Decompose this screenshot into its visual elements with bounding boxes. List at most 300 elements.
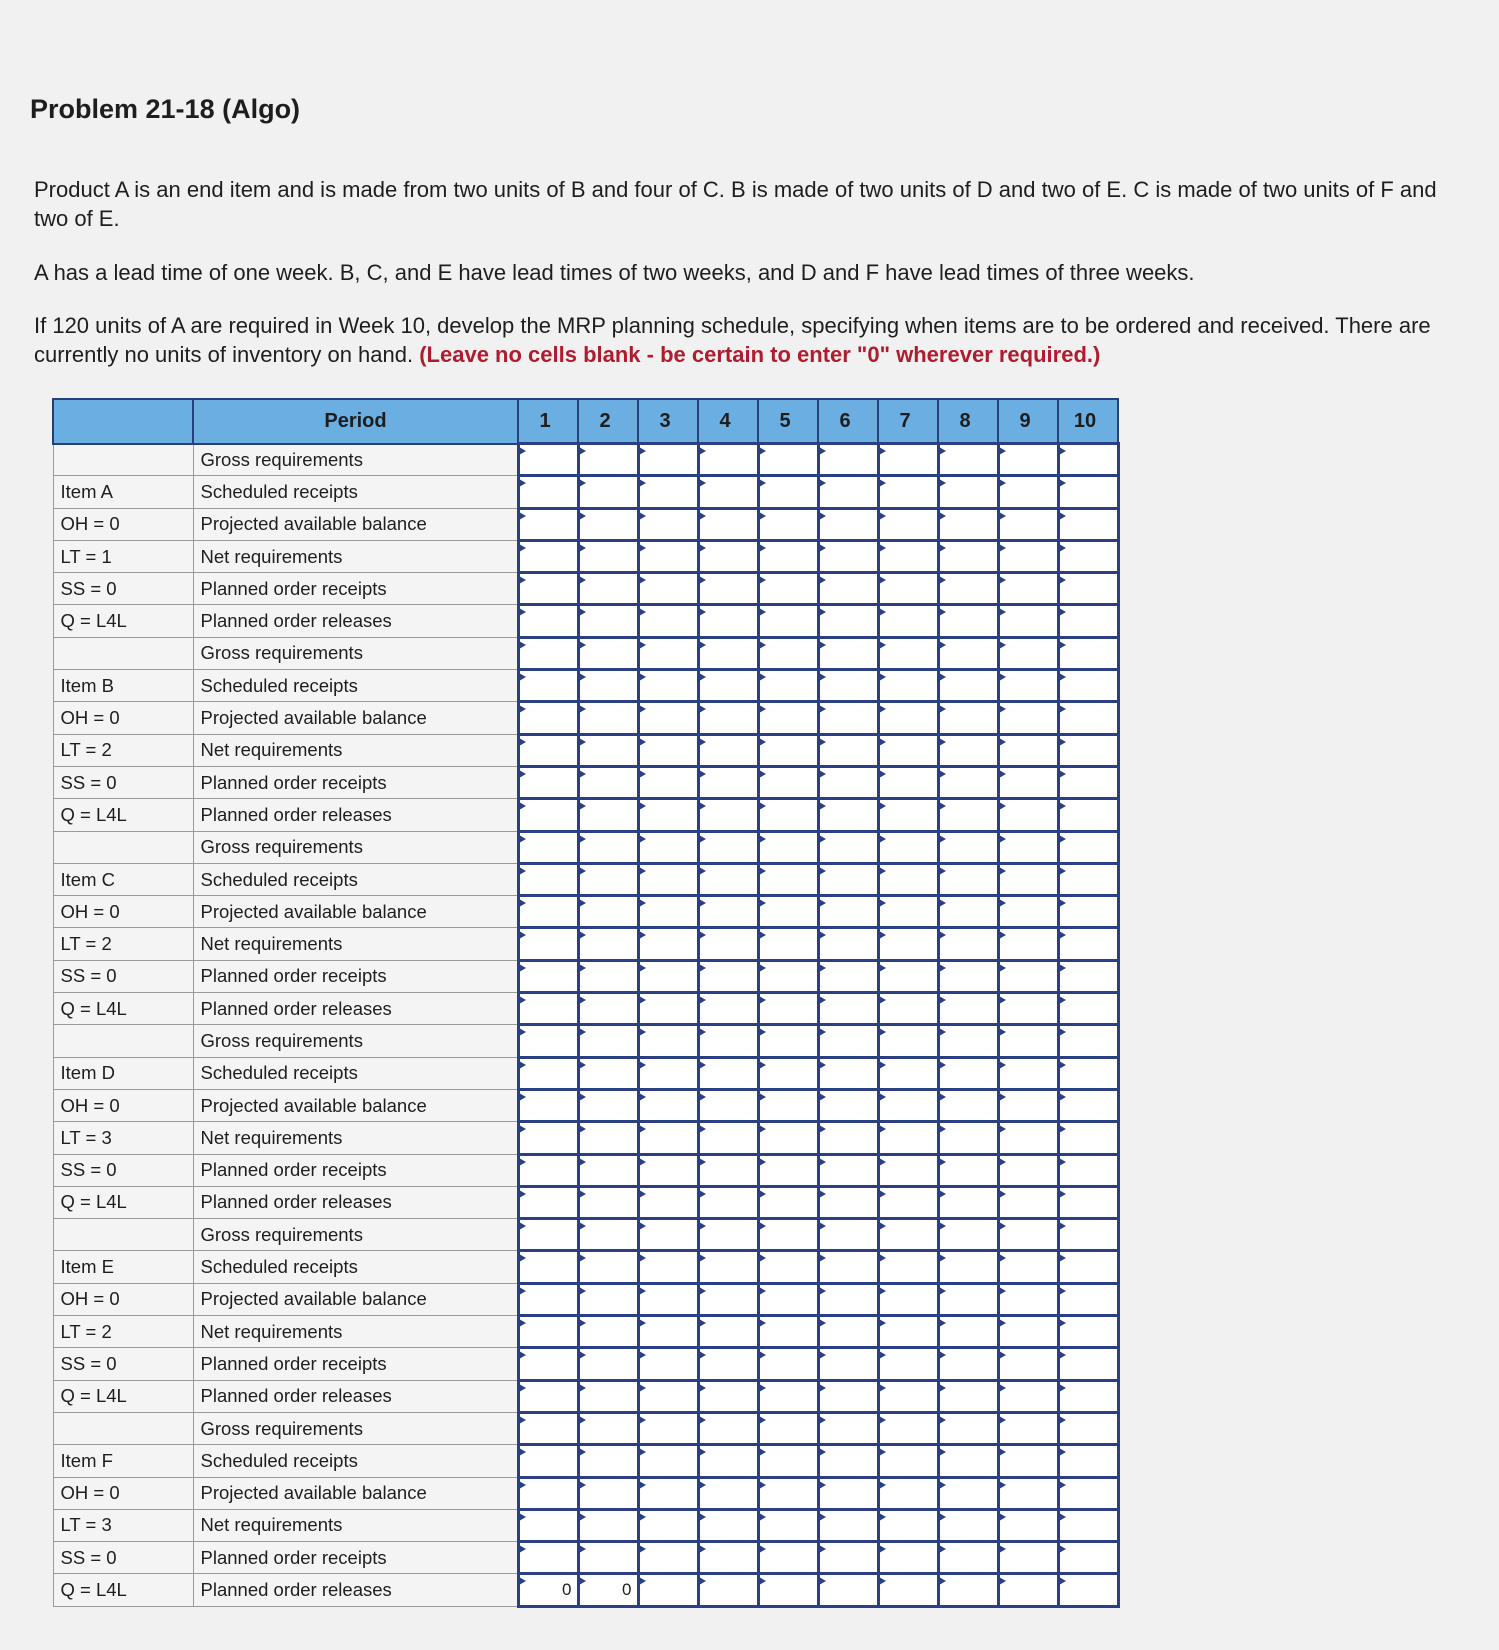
- item-b-row-2-period-1-input[interactable]: [520, 671, 577, 700]
- item-f-row-3-period-5-input[interactable]: [760, 1479, 817, 1508]
- item-f-row-4-period-2-input[interactable]: [580, 1511, 637, 1540]
- item-a-row-4-period-9-input[interactable]: [1000, 542, 1057, 571]
- item-b-row-6-period-3-input[interactable]: [640, 800, 697, 829]
- item-f-row-2-period-8-input[interactable]: [940, 1446, 997, 1475]
- item-e-row-3-period-9-input[interactable]: [1000, 1285, 1057, 1314]
- item-f-row-6-period-5-input[interactable]: [760, 1575, 817, 1605]
- item-a-row-2-period-10-input[interactable]: [1060, 477, 1117, 506]
- item-d-row-1-period-7-input[interactable]: [880, 1026, 937, 1055]
- item-c-row-2-period-10-input[interactable]: [1060, 865, 1117, 894]
- item-e-row-6-period-5-input[interactable]: [760, 1382, 817, 1411]
- item-d-row-4-period-10-input[interactable]: [1060, 1123, 1117, 1152]
- item-d-row-4-period-8-input[interactable]: [940, 1123, 997, 1152]
- item-a-row-4-period-7-input[interactable]: [880, 542, 937, 571]
- item-c-row-2-period-1-input[interactable]: [520, 865, 577, 894]
- item-e-row-1-period-3-input[interactable]: [640, 1220, 697, 1249]
- item-f-row-1-period-7-input[interactable]: [880, 1414, 937, 1443]
- item-b-row-1-period-1-input[interactable]: [520, 639, 577, 668]
- item-b-row-4-period-10-input[interactable]: [1060, 736, 1117, 765]
- item-d-row-1-period-5-input[interactable]: [760, 1026, 817, 1055]
- item-c-row-2-period-9-input[interactable]: [1000, 865, 1057, 894]
- item-c-row-1-period-7-input[interactable]: [880, 833, 937, 862]
- item-b-row-1-period-9-input[interactable]: [1000, 639, 1057, 668]
- item-f-row-1-period-3-input[interactable]: [640, 1414, 697, 1443]
- item-e-row-5-period-2-input[interactable]: [580, 1349, 637, 1378]
- item-d-row-2-period-5-input[interactable]: [760, 1059, 817, 1088]
- item-d-row-6-period-5-input[interactable]: [760, 1188, 817, 1217]
- item-e-row-3-period-5-input[interactable]: [760, 1285, 817, 1314]
- item-e-row-5-period-7-input[interactable]: [880, 1349, 937, 1378]
- item-d-row-2-period-10-input[interactable]: [1060, 1059, 1117, 1088]
- item-f-row-4-period-9-input[interactable]: [1000, 1511, 1057, 1540]
- item-d-row-1-period-10-input[interactable]: [1060, 1026, 1117, 1055]
- item-e-row-3-period-3-input[interactable]: [640, 1285, 697, 1314]
- item-d-row-3-period-4-input[interactable]: [700, 1091, 757, 1120]
- item-e-row-5-period-5-input[interactable]: [760, 1349, 817, 1378]
- item-b-row-6-period-1-input[interactable]: [520, 800, 577, 829]
- item-e-row-1-period-7-input[interactable]: [880, 1220, 937, 1249]
- item-c-row-5-period-7-input[interactable]: [880, 962, 937, 991]
- item-d-row-2-period-3-input[interactable]: [640, 1059, 697, 1088]
- item-d-row-6-period-3-input[interactable]: [640, 1188, 697, 1217]
- item-e-row-3-period-6-input[interactable]: [820, 1285, 877, 1314]
- item-b-row-6-period-6-input[interactable]: [820, 800, 877, 829]
- item-a-row-1-period-9-input[interactable]: [1000, 445, 1057, 474]
- item-b-row-2-period-9-input[interactable]: [1000, 671, 1057, 700]
- item-e-row-3-period-4-input[interactable]: [700, 1285, 757, 1314]
- item-c-row-6-period-5-input[interactable]: [760, 994, 817, 1023]
- item-f-row-3-period-3-input[interactable]: [640, 1479, 697, 1508]
- item-c-row-2-period-5-input[interactable]: [760, 865, 817, 894]
- item-c-row-6-period-10-input[interactable]: [1060, 994, 1117, 1023]
- item-c-row-4-period-10-input[interactable]: [1060, 929, 1117, 958]
- item-d-row-2-period-9-input[interactable]: [1000, 1059, 1057, 1088]
- item-e-row-5-period-6-input[interactable]: [820, 1349, 877, 1378]
- item-c-row-5-period-8-input[interactable]: [940, 962, 997, 991]
- item-a-row-5-period-7-input[interactable]: [880, 574, 937, 603]
- item-c-row-4-period-6-input[interactable]: [820, 929, 877, 958]
- item-d-row-5-period-6-input[interactable]: [820, 1156, 877, 1185]
- item-f-row-2-period-9-input[interactable]: [1000, 1446, 1057, 1475]
- item-b-row-6-period-5-input[interactable]: [760, 800, 817, 829]
- item-f-row-4-period-10-input[interactable]: [1060, 1511, 1117, 1540]
- item-f-row-6-period-4-input[interactable]: [700, 1575, 757, 1605]
- item-b-row-2-period-8-input[interactable]: [940, 671, 997, 700]
- item-f-row-2-period-10-input[interactable]: [1060, 1446, 1117, 1475]
- item-c-row-1-period-10-input[interactable]: [1060, 833, 1117, 862]
- item-f-row-1-period-2-input[interactable]: [580, 1414, 637, 1443]
- item-c-row-3-period-8-input[interactable]: [940, 897, 997, 926]
- item-d-row-4-period-4-input[interactable]: [700, 1123, 757, 1152]
- item-c-row-1-period-9-input[interactable]: [1000, 833, 1057, 862]
- item-c-row-2-period-3-input[interactable]: [640, 865, 697, 894]
- item-e-row-5-period-9-input[interactable]: [1000, 1349, 1057, 1378]
- item-e-row-3-period-8-input[interactable]: [940, 1285, 997, 1314]
- item-a-row-6-period-8-input[interactable]: [940, 606, 997, 635]
- item-f-row-4-period-6-input[interactable]: [820, 1511, 877, 1540]
- item-b-row-3-period-1-input[interactable]: [520, 703, 577, 732]
- item-e-row-2-period-7-input[interactable]: [880, 1252, 937, 1281]
- item-e-row-4-period-5-input[interactable]: [760, 1317, 817, 1346]
- item-b-row-2-period-6-input[interactable]: [820, 671, 877, 700]
- item-d-row-6-period-10-input[interactable]: [1060, 1188, 1117, 1217]
- item-d-row-2-period-6-input[interactable]: [820, 1059, 877, 1088]
- item-b-row-5-period-8-input[interactable]: [940, 768, 997, 797]
- item-f-row-1-period-4-input[interactable]: [700, 1414, 757, 1443]
- item-e-row-6-period-4-input[interactable]: [700, 1382, 757, 1411]
- item-e-row-6-period-9-input[interactable]: [1000, 1382, 1057, 1411]
- item-d-row-3-period-8-input[interactable]: [940, 1091, 997, 1120]
- item-e-row-2-period-5-input[interactable]: [760, 1252, 817, 1281]
- item-e-row-4-period-7-input[interactable]: [880, 1317, 937, 1346]
- item-a-row-2-period-6-input[interactable]: [820, 477, 877, 506]
- item-a-row-5-period-5-input[interactable]: [760, 574, 817, 603]
- item-b-row-5-period-5-input[interactable]: [760, 768, 817, 797]
- item-c-row-1-period-1-input[interactable]: [520, 833, 577, 862]
- item-c-row-4-period-2-input[interactable]: [580, 929, 637, 958]
- item-c-row-6-period-2-input[interactable]: [580, 994, 637, 1023]
- item-a-row-3-period-3-input[interactable]: [640, 510, 697, 539]
- item-c-row-2-period-2-input[interactable]: [580, 865, 637, 894]
- item-e-row-6-period-8-input[interactable]: [940, 1382, 997, 1411]
- item-c-row-3-period-6-input[interactable]: [820, 897, 877, 926]
- item-f-row-5-period-2-input[interactable]: [580, 1543, 637, 1572]
- item-d-row-1-period-6-input[interactable]: [820, 1026, 877, 1055]
- item-b-row-6-period-10-input[interactable]: [1060, 800, 1117, 829]
- item-e-row-6-period-2-input[interactable]: [580, 1382, 637, 1411]
- item-c-row-2-period-8-input[interactable]: [940, 865, 997, 894]
- item-d-row-5-period-8-input[interactable]: [940, 1156, 997, 1185]
- item-f-row-5-period-10-input[interactable]: [1060, 1543, 1117, 1572]
- item-a-row-1-period-4-input[interactable]: [700, 445, 757, 474]
- item-f-row-4-period-4-input[interactable]: [700, 1511, 757, 1540]
- item-a-row-1-period-5-input[interactable]: [760, 445, 817, 474]
- item-e-row-5-period-8-input[interactable]: [940, 1349, 997, 1378]
- item-a-row-1-period-6-input[interactable]: [820, 445, 877, 474]
- item-a-row-1-period-7-input[interactable]: [880, 445, 937, 474]
- item-a-row-1-period-2-input[interactable]: [580, 445, 637, 474]
- item-b-row-2-period-7-input[interactable]: [880, 671, 937, 700]
- item-f-row-1-period-10-input[interactable]: [1060, 1414, 1117, 1443]
- item-e-row-6-period-7-input[interactable]: [880, 1382, 937, 1411]
- item-e-row-1-period-8-input[interactable]: [940, 1220, 997, 1249]
- item-f-row-3-period-2-input[interactable]: [580, 1479, 637, 1508]
- item-e-row-3-period-7-input[interactable]: [880, 1285, 937, 1314]
- item-b-row-6-period-2-input[interactable]: [580, 800, 637, 829]
- item-f-row-1-period-5-input[interactable]: [760, 1414, 817, 1443]
- item-c-row-6-period-1-input[interactable]: [520, 994, 577, 1023]
- item-b-row-4-period-3-input[interactable]: [640, 736, 697, 765]
- item-c-row-4-period-1-input[interactable]: [520, 929, 577, 958]
- item-c-row-4-period-3-input[interactable]: [640, 929, 697, 958]
- item-c-row-5-period-5-input[interactable]: [760, 962, 817, 991]
- item-d-row-6-period-9-input[interactable]: [1000, 1188, 1057, 1217]
- item-d-row-4-period-9-input[interactable]: [1000, 1123, 1057, 1152]
- item-b-row-6-period-4-input[interactable]: [700, 800, 757, 829]
- item-d-row-2-period-1-input[interactable]: [520, 1059, 577, 1088]
- item-a-row-1-period-8-input[interactable]: [940, 445, 997, 474]
- item-b-row-2-period-3-input[interactable]: [640, 671, 697, 700]
- item-b-row-4-period-8-input[interactable]: [940, 736, 997, 765]
- item-b-row-4-period-6-input[interactable]: [820, 736, 877, 765]
- item-d-row-3-period-3-input[interactable]: [640, 1091, 697, 1120]
- item-d-row-3-period-9-input[interactable]: [1000, 1091, 1057, 1120]
- item-a-row-2-period-3-input[interactable]: [640, 477, 697, 506]
- item-e-row-4-period-3-input[interactable]: [640, 1317, 697, 1346]
- item-f-row-6-period-6-input[interactable]: [820, 1575, 877, 1605]
- item-d-row-4-period-1-input[interactable]: [520, 1123, 577, 1152]
- item-f-row-5-period-3-input[interactable]: [640, 1543, 697, 1572]
- item-c-row-5-period-1-input[interactable]: [520, 962, 577, 991]
- item-b-row-3-period-7-input[interactable]: [880, 703, 937, 732]
- item-c-row-3-period-5-input[interactable]: [760, 897, 817, 926]
- item-e-row-4-period-10-input[interactable]: [1060, 1317, 1117, 1346]
- item-a-row-4-period-4-input[interactable]: [700, 542, 757, 571]
- item-d-row-1-period-3-input[interactable]: [640, 1026, 697, 1055]
- item-a-row-4-period-1-input[interactable]: [520, 542, 577, 571]
- item-a-row-2-period-4-input[interactable]: [700, 477, 757, 506]
- item-d-row-6-period-2-input[interactable]: [580, 1188, 637, 1217]
- item-d-row-4-period-3-input[interactable]: [640, 1123, 697, 1152]
- item-f-row-1-period-6-input[interactable]: [820, 1414, 877, 1443]
- item-f-row-4-period-8-input[interactable]: [940, 1511, 997, 1540]
- item-e-row-1-period-4-input[interactable]: [700, 1220, 757, 1249]
- item-c-row-5-period-10-input[interactable]: [1060, 962, 1117, 991]
- item-b-row-1-period-3-input[interactable]: [640, 639, 697, 668]
- item-b-row-5-period-3-input[interactable]: [640, 768, 697, 797]
- item-c-row-4-period-8-input[interactable]: [940, 929, 997, 958]
- item-e-row-6-period-10-input[interactable]: [1060, 1382, 1117, 1411]
- item-c-row-3-period-9-input[interactable]: [1000, 897, 1057, 926]
- item-f-row-3-period-10-input[interactable]: [1060, 1479, 1117, 1508]
- item-a-row-2-period-5-input[interactable]: [760, 477, 817, 506]
- item-b-row-4-period-7-input[interactable]: [880, 736, 937, 765]
- item-c-row-2-period-7-input[interactable]: [880, 865, 937, 894]
- item-c-row-3-period-7-input[interactable]: [880, 897, 937, 926]
- item-e-row-6-period-1-input[interactable]: [520, 1382, 577, 1411]
- item-e-row-1-period-9-input[interactable]: [1000, 1220, 1057, 1249]
- item-f-row-1-period-8-input[interactable]: [940, 1414, 997, 1443]
- item-b-row-2-period-4-input[interactable]: [700, 671, 757, 700]
- item-b-row-5-period-7-input[interactable]: [880, 768, 937, 797]
- item-b-row-1-period-4-input[interactable]: [700, 639, 757, 668]
- item-e-row-4-period-2-input[interactable]: [580, 1317, 637, 1346]
- item-d-row-6-period-7-input[interactable]: [880, 1188, 937, 1217]
- item-b-row-5-period-9-input[interactable]: [1000, 768, 1057, 797]
- item-e-row-2-period-2-input[interactable]: [580, 1252, 637, 1281]
- item-d-row-6-period-6-input[interactable]: [820, 1188, 877, 1217]
- item-f-row-2-period-5-input[interactable]: [760, 1446, 817, 1475]
- item-e-row-2-period-3-input[interactable]: [640, 1252, 697, 1281]
- item-b-row-4-period-9-input[interactable]: [1000, 736, 1057, 765]
- item-d-row-6-period-4-input[interactable]: [700, 1188, 757, 1217]
- item-c-row-5-period-3-input[interactable]: [640, 962, 697, 991]
- item-f-row-5-period-9-input[interactable]: [1000, 1543, 1057, 1572]
- item-f-row-4-period-7-input[interactable]: [880, 1511, 937, 1540]
- item-a-row-3-period-5-input[interactable]: [760, 510, 817, 539]
- item-a-row-4-period-10-input[interactable]: [1060, 542, 1117, 571]
- item-b-row-1-period-8-input[interactable]: [940, 639, 997, 668]
- item-e-row-1-period-2-input[interactable]: [580, 1220, 637, 1249]
- item-e-row-2-period-1-input[interactable]: [520, 1252, 577, 1281]
- item-e-row-5-period-1-input[interactable]: [520, 1349, 577, 1378]
- item-a-row-6-period-9-input[interactable]: [1000, 606, 1057, 635]
- item-f-row-3-period-8-input[interactable]: [940, 1479, 997, 1508]
- item-e-row-2-period-9-input[interactable]: [1000, 1252, 1057, 1281]
- item-e-row-1-period-10-input[interactable]: [1060, 1220, 1117, 1249]
- item-c-row-6-period-4-input[interactable]: [700, 994, 757, 1023]
- item-a-row-5-period-6-input[interactable]: [820, 574, 877, 603]
- item-e-row-3-period-10-input[interactable]: [1060, 1285, 1117, 1314]
- item-a-row-3-period-10-input[interactable]: [1060, 510, 1117, 539]
- item-d-row-1-period-8-input[interactable]: [940, 1026, 997, 1055]
- item-e-row-6-period-3-input[interactable]: [640, 1382, 697, 1411]
- item-d-row-5-period-7-input[interactable]: [880, 1156, 937, 1185]
- item-b-row-2-period-2-input[interactable]: [580, 671, 637, 700]
- item-c-row-1-period-3-input[interactable]: [640, 833, 697, 862]
- item-c-row-4-period-4-input[interactable]: [700, 929, 757, 958]
- item-e-row-6-period-6-input[interactable]: [820, 1382, 877, 1411]
- item-a-row-2-period-7-input[interactable]: [880, 477, 937, 506]
- item-e-row-1-period-5-input[interactable]: [760, 1220, 817, 1249]
- item-f-row-2-period-7-input[interactable]: [880, 1446, 937, 1475]
- item-a-row-6-period-5-input[interactable]: [760, 606, 817, 635]
- item-b-row-5-period-1-input[interactable]: [520, 768, 577, 797]
- item-f-row-2-period-6-input[interactable]: [820, 1446, 877, 1475]
- item-a-row-3-period-9-input[interactable]: [1000, 510, 1057, 539]
- item-d-row-1-period-4-input[interactable]: [700, 1026, 757, 1055]
- item-e-row-2-period-8-input[interactable]: [940, 1252, 997, 1281]
- item-a-row-1-period-10-input[interactable]: [1060, 445, 1117, 474]
- item-b-row-4-period-2-input[interactable]: [580, 736, 637, 765]
- item-d-row-2-period-4-input[interactable]: [700, 1059, 757, 1088]
- item-f-row-6-period-10-input[interactable]: [1060, 1575, 1117, 1605]
- item-e-row-3-period-2-input[interactable]: [580, 1285, 637, 1314]
- item-f-row-3-period-6-input[interactable]: [820, 1479, 877, 1508]
- item-b-row-3-period-8-input[interactable]: [940, 703, 997, 732]
- item-d-row-5-period-3-input[interactable]: [640, 1156, 697, 1185]
- item-b-row-3-period-5-input[interactable]: [760, 703, 817, 732]
- item-a-row-6-period-2-input[interactable]: [580, 606, 637, 635]
- item-a-row-3-period-1-input[interactable]: [520, 510, 577, 539]
- item-a-row-4-period-3-input[interactable]: [640, 542, 697, 571]
- item-d-row-5-period-1-input[interactable]: [520, 1156, 577, 1185]
- item-c-row-6-period-7-input[interactable]: [880, 994, 937, 1023]
- item-a-row-6-period-1-input[interactable]: [520, 606, 577, 635]
- item-d-row-2-period-7-input[interactable]: [880, 1059, 937, 1088]
- item-b-row-3-period-9-input[interactable]: [1000, 703, 1057, 732]
- item-e-row-4-period-9-input[interactable]: [1000, 1317, 1057, 1346]
- item-f-row-1-period-9-input[interactable]: [1000, 1414, 1057, 1443]
- item-f-row-3-period-7-input[interactable]: [880, 1479, 937, 1508]
- item-e-row-2-period-10-input[interactable]: [1060, 1252, 1117, 1281]
- item-b-row-2-period-10-input[interactable]: [1060, 671, 1117, 700]
- item-f-row-4-period-1-input[interactable]: [520, 1511, 577, 1540]
- item-d-row-4-period-6-input[interactable]: [820, 1123, 877, 1152]
- item-d-row-4-period-2-input[interactable]: [580, 1123, 637, 1152]
- item-d-row-3-period-2-input[interactable]: [580, 1091, 637, 1120]
- item-c-row-6-period-9-input[interactable]: [1000, 994, 1057, 1023]
- item-a-row-2-period-1-input[interactable]: [520, 477, 577, 506]
- item-d-row-6-period-1-input[interactable]: [520, 1188, 577, 1217]
- item-f-row-5-period-8-input[interactable]: [940, 1543, 997, 1572]
- item-a-row-3-period-7-input[interactable]: [880, 510, 937, 539]
- item-a-row-6-period-10-input[interactable]: [1060, 606, 1117, 635]
- item-b-row-5-period-2-input[interactable]: [580, 768, 637, 797]
- item-d-row-5-period-10-input[interactable]: [1060, 1156, 1117, 1185]
- item-b-row-6-period-8-input[interactable]: [940, 800, 997, 829]
- item-f-row-5-period-5-input[interactable]: [760, 1543, 817, 1572]
- item-d-row-5-period-9-input[interactable]: [1000, 1156, 1057, 1185]
- item-a-row-4-period-2-input[interactable]: [580, 542, 637, 571]
- item-d-row-1-period-2-input[interactable]: [580, 1026, 637, 1055]
- item-f-row-2-period-4-input[interactable]: [700, 1446, 757, 1475]
- item-f-row-5-period-4-input[interactable]: [700, 1543, 757, 1572]
- item-d-row-5-period-5-input[interactable]: [760, 1156, 817, 1185]
- item-c-row-1-period-4-input[interactable]: [700, 833, 757, 862]
- item-f-row-6-period-8-input[interactable]: [940, 1575, 997, 1605]
- item-a-row-5-period-9-input[interactable]: [1000, 574, 1057, 603]
- item-a-row-4-period-5-input[interactable]: [760, 542, 817, 571]
- item-c-row-1-period-8-input[interactable]: [940, 833, 997, 862]
- item-c-row-5-period-9-input[interactable]: [1000, 962, 1057, 991]
- item-a-row-3-period-2-input[interactable]: [580, 510, 637, 539]
- item-f-row-5-period-6-input[interactable]: [820, 1543, 877, 1572]
- item-a-row-5-period-10-input[interactable]: [1060, 574, 1117, 603]
- item-d-row-5-period-2-input[interactable]: [580, 1156, 637, 1185]
- item-c-row-1-period-6-input[interactable]: [820, 833, 877, 862]
- item-f-row-6-period-9-input[interactable]: [1000, 1575, 1057, 1605]
- item-d-row-3-period-6-input[interactable]: [820, 1091, 877, 1120]
- item-f-row-4-period-3-input[interactable]: [640, 1511, 697, 1540]
- item-b-row-4-period-4-input[interactable]: [700, 736, 757, 765]
- item-e-row-2-period-4-input[interactable]: [700, 1252, 757, 1281]
- item-b-row-2-period-5-input[interactable]: [760, 671, 817, 700]
- item-c-row-3-period-10-input[interactable]: [1060, 897, 1117, 926]
- item-c-row-3-period-1-input[interactable]: [520, 897, 577, 926]
- item-a-row-5-period-1-input[interactable]: [520, 574, 577, 603]
- item-f-row-5-period-1-input[interactable]: [520, 1543, 577, 1572]
- item-b-row-5-period-4-input[interactable]: [700, 768, 757, 797]
- item-f-row-6-period-2-input[interactable]: [580, 1575, 637, 1605]
- item-f-row-2-period-1-input[interactable]: [520, 1446, 577, 1475]
- item-b-row-1-period-2-input[interactable]: [580, 639, 637, 668]
- item-d-row-3-period-5-input[interactable]: [760, 1091, 817, 1120]
- item-a-row-6-period-7-input[interactable]: [880, 606, 937, 635]
- item-c-row-4-period-5-input[interactable]: [760, 929, 817, 958]
- item-c-row-3-period-3-input[interactable]: [640, 897, 697, 926]
- item-b-row-5-period-6-input[interactable]: [820, 768, 877, 797]
- item-a-row-2-period-9-input[interactable]: [1000, 477, 1057, 506]
- item-d-row-4-period-5-input[interactable]: [760, 1123, 817, 1152]
- item-c-row-3-period-2-input[interactable]: [580, 897, 637, 926]
- item-f-row-6-period-7-input[interactable]: [880, 1575, 937, 1605]
- item-d-row-2-period-2-input[interactable]: [580, 1059, 637, 1088]
- item-c-row-3-period-4-input[interactable]: [700, 897, 757, 926]
- item-a-row-5-period-3-input[interactable]: [640, 574, 697, 603]
- item-d-row-1-period-9-input[interactable]: [1000, 1026, 1057, 1055]
- item-f-row-2-period-3-input[interactable]: [640, 1446, 697, 1475]
- item-e-row-4-period-6-input[interactable]: [820, 1317, 877, 1346]
- item-c-row-6-period-3-input[interactable]: [640, 994, 697, 1023]
- item-c-row-4-period-7-input[interactable]: [880, 929, 937, 958]
- item-a-row-6-period-4-input[interactable]: [700, 606, 757, 635]
- item-a-row-1-period-1-input[interactable]: [520, 445, 577, 474]
- item-f-row-6-period-1-input[interactable]: [520, 1575, 577, 1605]
- item-b-row-1-period-7-input[interactable]: [880, 639, 937, 668]
- item-d-row-1-period-1-input[interactable]: [520, 1026, 577, 1055]
- item-c-row-2-period-6-input[interactable]: [820, 865, 877, 894]
